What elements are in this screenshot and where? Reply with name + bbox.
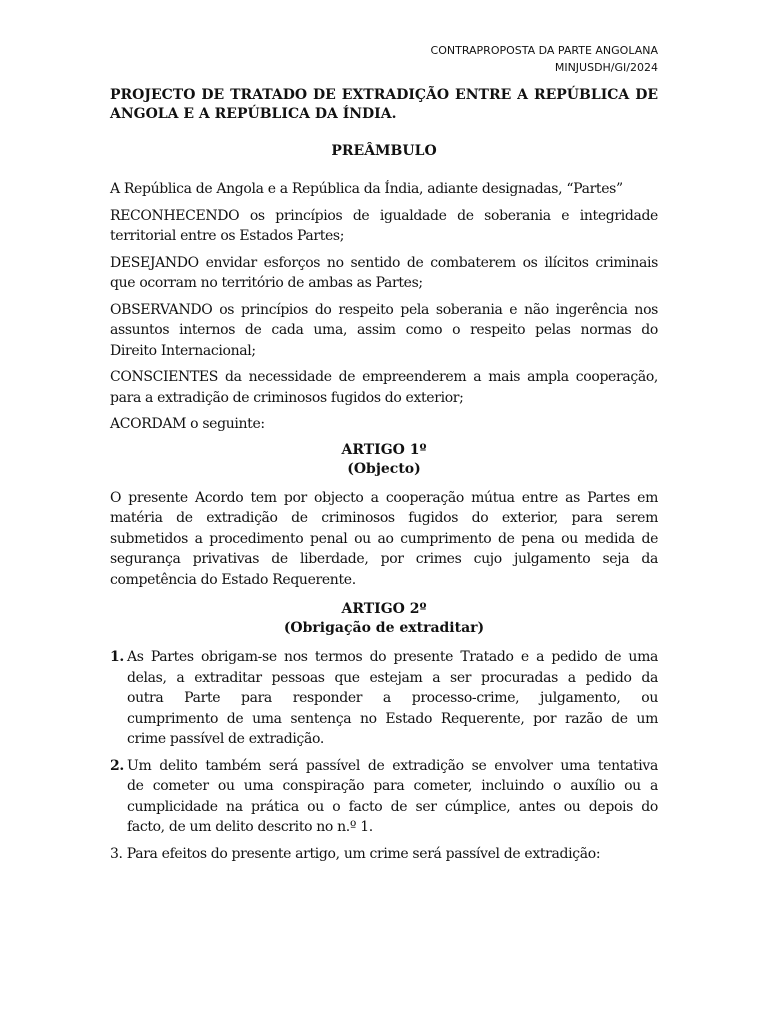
article-2-subheading: (Obrigação de extraditar) <box>283 620 485 636</box>
paragraph-line: territorial entre os Estados Partes; <box>110 228 345 244</box>
header-line-2: MINJUSDH/GI/2024 <box>554 61 658 74</box>
paragraph-line: Direito Internacional; <box>110 342 256 359</box>
paragraph-line: As Partes obrigam-se nos termos do presente Tratado e a pedido de uma <box>127 649 658 665</box>
paragraph-line: ACORDAM o seguinte: <box>110 416 265 432</box>
document-body <box>110 86 658 864</box>
paragraph-line: RECONHECENDO os princípios de igualdade de soberania e integridade <box>110 207 658 224</box>
paragraph-line: cumplicidade na prática ou o facto de ser cúmplice, antes ou depois do <box>127 798 658 815</box>
preamble-paragraph-observando <box>110 300 658 362</box>
article-2-item-2 <box>110 756 658 838</box>
article-2-item-1 <box>110 647 658 750</box>
paragraph-line: CONSCIENTES da necessidade de empreenderem a mais ampla cooperação, <box>110 369 658 385</box>
paragraph-line: de cometer ou uma conspiração para cometer, incluindo o auxílio ou a <box>127 778 658 794</box>
paragraph-line: delas, a extraditar pessoas que estejam a ser procuradas a pedido da <box>127 669 658 686</box>
paragraph-line: para a extradição de criminosos fugidos do exterior; <box>110 389 464 406</box>
preamble-agreement <box>110 414 658 435</box>
paragraph-line: 3. Para efeitos do presente artigo, um crime será passível de extradição: <box>110 845 601 862</box>
item-number: 2. <box>110 757 124 774</box>
paragraph-line: facto, de um delito descrito no n.º 1. <box>127 819 373 835</box>
preamble-intro <box>110 179 658 200</box>
paragraph-line: crime passível de extradição. <box>127 731 324 747</box>
paragraph-line: Um delito também será passível de extradição se envolver uma tentativa <box>127 757 658 774</box>
paragraph-line: assuntos internos de cada uma, assim como o respeito pelas normas do <box>110 322 658 338</box>
paragraph-line: outra Parte para responder a processo-crime, julgamento, ou <box>127 690 658 706</box>
document-title <box>110 86 658 124</box>
preamble-intro-line: A República de Angola e a República da Índia, adiante designadas, “Partes” <box>110 181 623 197</box>
paragraph-line: competência do Estado Requerente. <box>110 571 356 588</box>
paragraph-line: cumprimento de uma sentença no Estado Requerente, por razão de um <box>127 710 658 727</box>
article-1-text <box>110 488 658 591</box>
paragraph-line: OBSERVANDO os princípios do respeito pela soberania e não ingerência nos <box>110 301 658 318</box>
article-2-heading: ARTIGO 2º <box>341 601 427 617</box>
header-line-1: CONTRAPROPOSTA DA PARTE ANGOLANA <box>430 44 658 57</box>
preamble-paragraph-reconhecendo <box>110 206 658 247</box>
item-number: 1. <box>110 649 124 665</box>
title-line-2: ANGOLA E A REPÚBLICA DA ÍNDIA. <box>110 106 397 122</box>
paragraph-line: segurança privativas de liberdade, por crimes cujo julgamento seja da <box>110 551 658 567</box>
preamble-paragraph-conscientes <box>110 367 658 408</box>
paragraph-line: matéria de extradição de criminosos fugidos do exterior, para serem <box>110 510 658 526</box>
paragraph-line: submetidos a procedimento penal ou ao cumprimento de pena ou medida de <box>110 530 658 547</box>
title-line-1: PROJECTO DE TRATADO DE EXTRADIÇÃO ENTRE A REPÚBLICA DE <box>110 87 658 103</box>
article-2-item-3 <box>110 844 658 865</box>
paragraph-line: que ocorram no território de ambas as Partes; <box>110 275 423 291</box>
article-1-heading: ARTIGO 1º <box>341 441 427 458</box>
article-1-subheading: (Objecto) <box>347 460 421 477</box>
paragraph-line: DESEJANDO envidar esforços no sentido de combaterem os ilícitos criminais <box>110 254 658 271</box>
preamble-paragraph-desejando <box>110 253 658 294</box>
preamble-heading: PREÂMBULO <box>331 143 437 159</box>
document-header <box>431 42 658 76</box>
paragraph-line: O presente Acordo tem por objecto a cooperação mútua entre as Partes em <box>110 489 658 506</box>
